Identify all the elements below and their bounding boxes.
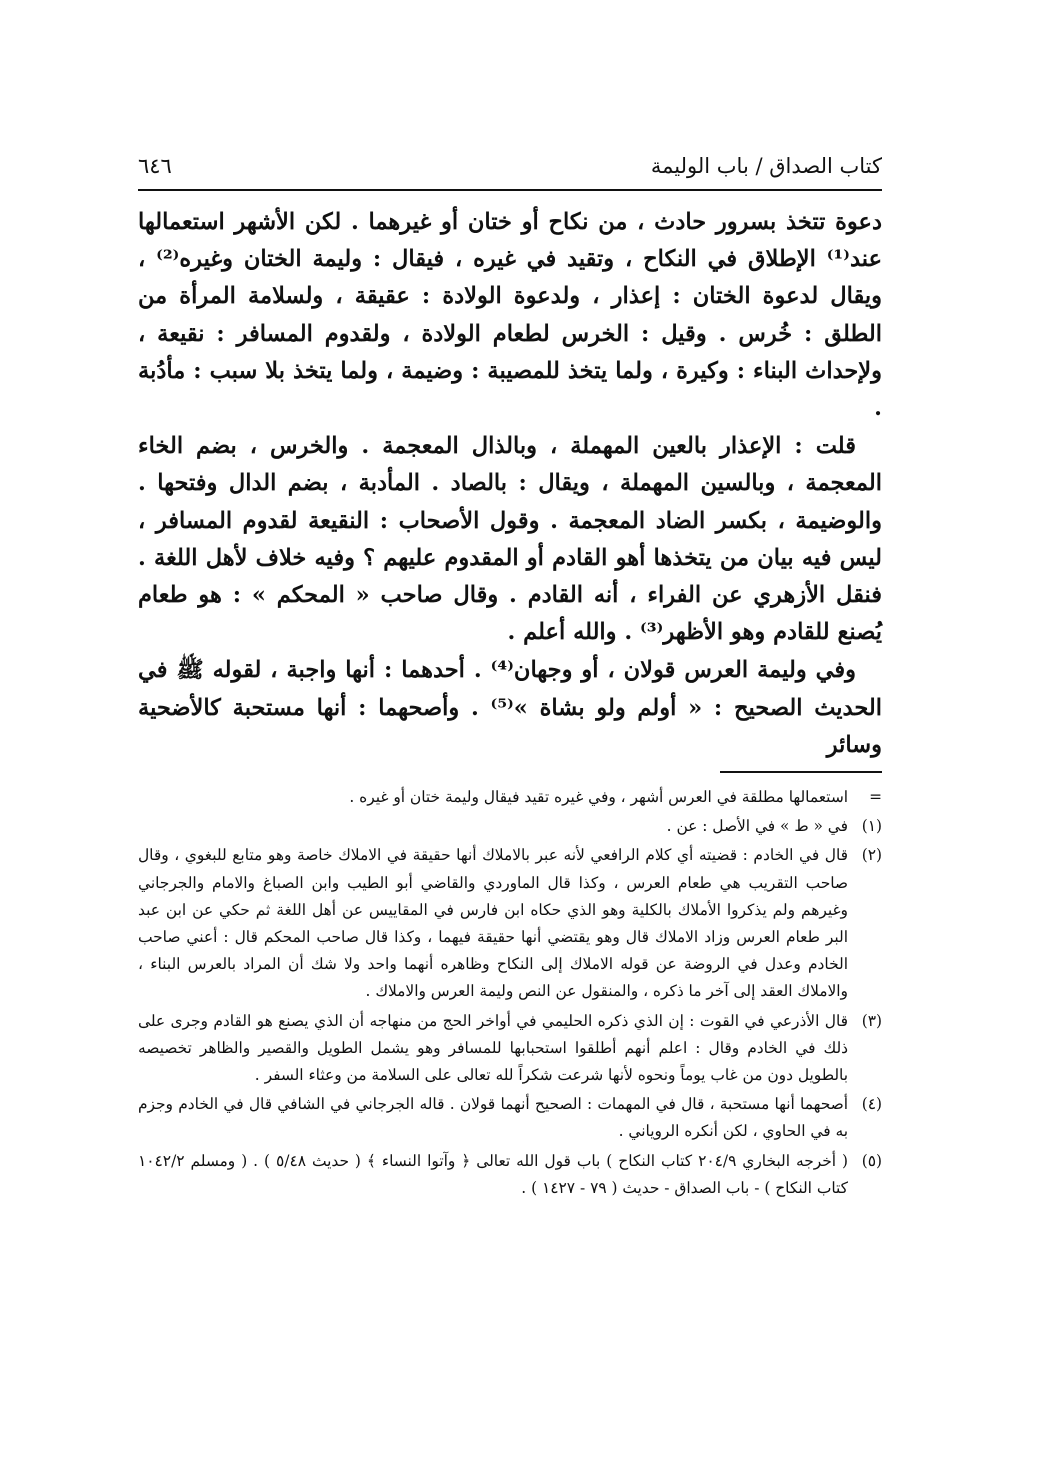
footnote [138, 842, 882, 1005]
paragraph-2-body: الإعذار بالعين المهملة ، وبالذال المعجمة . والخرس ، بضم الخاء المعجمة ، وبالسين المهملة ، ويقال : بالصاد . المأدبة ، بضم الدال وفتحها . والوضيمة ، بكسر الضاد المعجمة . وقول الأصحاب : النقيعة لقدوم المسافر ، ليس فيه بيان من يتخذها أهو القادم أو المقدوم عليهم ؟ وفيه خلاف لأهل اللغة . فنقل الأزهري عن الفراء ، أنه القادم . وقال صاحب « المحكم » : هو طعام يُصنع للقادم وهو الأظهر⁽³⁾ . والله أعلم . [138, 433, 882, 646]
footnote-text: أصحهما أنها مستحبة ، قال في المهمات : الصحيح أنهما قولان . قاله الجرجاني في الشافي قال في الخادم وجزم به في الحاوي ، لكن أنكره الروياني . [138, 1095, 848, 1141]
header-divider [138, 189, 882, 191]
footnote-text: ( أخرجه البخاري ٢٠٤/٩ كتاب النكاح ) باب قول الله تعالى ﴿ وآتوا النساء ﴾ ( حديث ٥/٤٨ ) . ( ومسلم ١٠٤٢/٢ كتاب النكاح ) - باب الصداق - حديث ( ٧٩ - ١٤٢٧ ) . [138, 1151, 848, 1197]
chapter-title: كتاب الصداق / باب الوليمة [650, 154, 882, 178]
running-header [138, 154, 882, 186]
footnote [138, 813, 882, 840]
footnote-text: استعمالها مطلقة في العرس أشهر ، وفي غيره تقيد فيقال وليمة ختان أو غيره . [349, 788, 848, 806]
paragraph-2-lead: قلت : [794, 433, 856, 460]
main-text [138, 204, 882, 764]
footnote [138, 1091, 882, 1145]
footnote-number: (٤) [861, 1095, 882, 1114]
footnote-text: قال في الخادم : قضيته أي كلام الرافعي لأنه عبر بالاملاك أنها حقيقة في الاملاك خاصة وهو متابع للبغوي ، وقال صاحب التقريب هي طعام العرس ، وكذا قال الماوردي والقاضي أبو الطيب وابن الصباغ والامام والجرجاني وغيرهم ولم يذكروا الأملاك بالكلية وهو الذي حكاه ابن فارس في المقاييس عن أهل اللغة ثم حكي عن ابن عبد البر طعام العرس وزاد الاملاك قال وهو يقتضي أنها حقيقة فيهما ، وكذا قال صاحب المحكم قال : أعني صاحب الخادم وعدل في الروضة عن قوله الاملاك إلى النكاح وظاهره أنهما واحد ولا شك أن المراد بالعرس البناء ، والاملاك العقد إلى آخر ما ذكره ، والمنقول عن النص وليمة العرس والاملاك . [138, 846, 848, 1001]
footnote-number: = [869, 788, 882, 806]
footnote-number: (٥) [861, 1151, 882, 1170]
footnote [138, 784, 882, 811]
footnote-number: (٣) [861, 1011, 882, 1030]
footnote-text: في « ط » في الأصل : عن . [666, 817, 848, 836]
footnote-number: (٢) [861, 846, 882, 865]
footnote-text: قال الأذرعي في القوت : إن الذي ذكره الحليمي في أواخر الحج من منهاجه أن الذي يصنع هو القادم وجرى على ذلك في الخادم وقال : اعلم أنهم أطلقوا استحبابها للمسافر وهو يشمل الطويل والقصير والظاهر تخصيصه بالطويل دون من غاب يوماً ونحوه لأنها شرعت شكراً لله تعالى على السلامة من وعثاء السفر . [138, 1011, 848, 1085]
footnote-number: (١) [861, 817, 882, 836]
paragraph-1: دعوة تتخذ بسرور حادث ، من نكاح أو ختان أو غيرهما . لكن الأشهر استعمالها عند⁽¹⁾ الإطلاق في النكاح ، وتقيد في غيره ، فيقال : وليمة الختان وغيره⁽²⁾ ، ويقال لدعوة الختان : إعذار ، ولدعوة الولادة : عقيقة ، ولسلامة المرأة من الطلق : خُرس . وقيل : الخرس لطعام الولادة ، ولقدوم المسافر : نقيعة ، ولإحداث البناء : وكيرة ، ولما يتخذ للمصيبة : وضيمة ، ولما يتخذ بلا سبب : مأدُبة . [138, 209, 882, 422]
footnote-divider [720, 771, 882, 773]
footnote [138, 1148, 882, 1202]
footnotes [138, 784, 882, 1204]
paragraph-3: وفي وليمة العرس قولان ، أو وجهان⁽⁴⁾ . أحدهما : أنها واجبة ، لقوله ﷺ في الحديث الصحيح : « أولم ولو بشاة »⁽⁵⁾ . وأصحهما : أنها مستحبة كالأضحية وسائر [138, 657, 882, 758]
page-number: ٦٤٦ [138, 154, 172, 178]
paragraph-2 [138, 428, 882, 651]
footnote [138, 1008, 882, 1090]
